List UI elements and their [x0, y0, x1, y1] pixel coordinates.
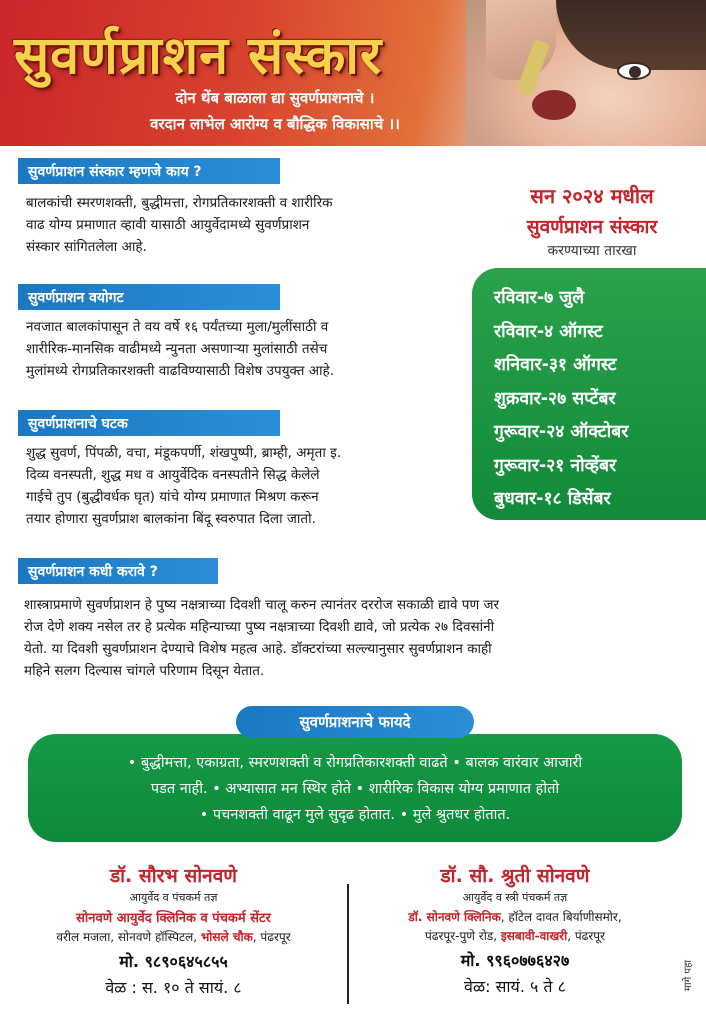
section-what-heading: सुवर्णप्राशन संस्कार म्हणजे काय ?	[18, 158, 280, 184]
doctor-phone[interactable]: मो. ९९६०७७६४२७	[460, 951, 570, 970]
address-part: , पंढरपूर	[567, 929, 606, 943]
doctor-card-1	[0, 862, 347, 998]
child-eye	[617, 62, 651, 80]
doctor-timing: वेळ: सायं. ५ ते ८	[464, 977, 566, 996]
benefit-line: • पचनशक्ती वाढून मुले सुदृढ होतात. • मुले श्रुतधर होतात.	[199, 807, 511, 823]
date-item: गुरूवार-२१ नोव्हेंबर	[494, 455, 617, 476]
section-when-line: महिने सलग दिल्यास चांगले परिणाम दिसून येतात.	[24, 663, 265, 679]
dates-list	[472, 268, 706, 520]
tagline-line-2: वरदान लाभेल आरोग्य व बौद्धिक विकासाचे ।।	[150, 115, 400, 133]
section-age-line: नवजात बालकांपासून ते वय वर्षे १६ पर्यंतच्या मुला/मुलींसाठी व	[26, 319, 329, 335]
date-item: शनिवार-३१ ऑगस्ट	[494, 355, 617, 375]
dates-caption: करण्याच्या तारखा	[547, 243, 637, 259]
section-ingredients-line: तयार होणारा सुवर्णप्राश बालकांना बिंदू स्वरुपात दिला जातो.	[26, 511, 316, 527]
benefits-heading: सुवर्णप्राशनाचे फायदे	[236, 706, 474, 738]
section-what-line: संस्कार सांगितलेला आहे.	[26, 239, 147, 255]
doctor-card-2	[349, 862, 681, 997]
address-highlight: इसबावी-वाखरी	[500, 929, 568, 943]
child-hair	[556, 0, 706, 70]
section-what-body	[26, 192, 333, 258]
clinic-line	[349, 908, 681, 925]
date-item: बुधवार-१८ डिसेंबर	[494, 489, 611, 509]
date-item: रविवार-४ ऑगस्ट	[494, 321, 603, 342]
section-when-body	[24, 594, 499, 682]
address-part: , पंढरपूर	[252, 930, 291, 944]
benefits-box	[28, 734, 682, 842]
doctor-phone[interactable]: मो. ९८९०६४५८५५	[119, 952, 228, 971]
date-item: गुरूवार-२४ ऑक्टोबर	[494, 422, 629, 442]
section-when-line: रोज देणे शक्य नसेल तर हे प्रत्येक महिन्याच्या पुष्य नक्षत्राच्या दिवशी द्यावे, जो प्रत्येक २७ दिवसांनी	[24, 619, 495, 635]
child-mouth	[532, 90, 576, 120]
tagline-line-1: दोन थेंब बाळाला द्या सुवर्णप्राशनाचे ।	[175, 89, 375, 107]
section-ingredients-line: दिव्य वनस्पती, शुद्ध मध व आयुर्वेदिक वनस्पतीने सिद्ध केलेले	[26, 467, 320, 483]
clinic-address	[0, 928, 347, 945]
section-ingredients-line: शुद्ध सुवर्ण, पिंपळी, वचा, मंडूकपर्णी, शंखपुष्पी, ब्राम्ही, अमृता इ.	[26, 445, 342, 461]
section-when-heading: सुवर्णप्राशन कधी करावे ?	[18, 558, 218, 584]
clinic-name: सोनवणे आयुर्वेद क्लिनिक व पंचकर्म सेंटर	[76, 911, 271, 926]
address-highlight: भोसले चौक	[200, 930, 253, 944]
benefit-line: • बुद्धीमत्ता, एकाग्रता, स्मरणशक्ती व रोगप्रतिकारशक्ती वाढते • बालक वारंवार आजारी	[127, 755, 583, 771]
clinic-address	[349, 927, 681, 944]
section-age-line: मुलांमध्ये रोगप्रतिकारशक्ती वाढविण्यासाठी विशेष उपयुक्त आहे.	[26, 363, 335, 379]
section-age-body	[26, 316, 334, 382]
dates-sub-title: सुवर्णप्राशन संस्कार	[526, 216, 658, 238]
date-item: रविवार-७ जुलै	[494, 288, 585, 308]
section-what-line: बालकांची स्मरणशक्ती, बुद्धीमत्ता, रोगप्रतिकारशक्ती व शारीरिक	[26, 195, 333, 211]
clinic-landmark: , हॉटेल दावत बिर्याणीसमोर,	[500, 910, 622, 924]
doctor-qualification: आयुर्वेद व स्त्री पंचकर्म तज्ञ	[462, 891, 568, 904]
clinic-name: डॉ. सोनवणे क्लिनिक	[408, 910, 501, 924]
section-ingredients-line: गाईचे तुप (बुद्धीवर्धक घृत) यांचे योग्य प्रमाणात मिश्रण करून	[26, 489, 319, 505]
section-when-line: शास्त्राप्रमाणे सुवर्णप्राशन हे पुष्य नक्षत्राच्या दिवशी चालू करुन त्यानंतर दररोज सकाळी द्यावे पण जर	[24, 597, 500, 613]
section-ingredients-heading: सुवर्णप्राशनाचे घटक	[18, 410, 280, 436]
back-note: मागे पहा	[683, 960, 694, 991]
section-ingredients-body	[26, 442, 341, 530]
doctor-qualification: आयुर्वेद व पंचकर्म तज्ञ	[129, 891, 218, 904]
doctor-timing: वेळ : स. १० ते सायं. ८	[105, 978, 242, 997]
doctor-name: डॉ. सौ. श्रुती सोनवणे	[440, 865, 590, 887]
dates-title	[478, 182, 706, 260]
doctor-name: डॉ. सौरभ सोनवणे	[109, 865, 238, 887]
dates-year-title: सन २०२४ मधील	[530, 184, 654, 208]
address-part: वरील मजला, सोनवणे हॉस्पिटल,	[56, 930, 201, 944]
date-item: शुक्रवार-२७ सप्टेंबर	[494, 388, 616, 409]
section-age-line: शारीरिक-मानसिक वाढीमध्ये न्युनता असणाऱ्या मुलांसाठी तसेच	[26, 341, 328, 357]
benefit-line: पडत नाही. • अभ्यासात मन स्थिर होते • शारीरिक विकास योग्य प्रमाणात होतो	[150, 781, 560, 797]
section-when-line: येतो. या दिवशी सुवर्णप्राशन देण्याचे विशेष महत्व आहे. डॉक्टरांच्या सल्ल्यानुसार सुवर्णप्राशन काही	[24, 641, 492, 657]
section-age-heading: सुवर्णप्राशन वयोगट	[18, 284, 280, 310]
address-part: पंढरपूर-पुणे रोड,	[424, 929, 501, 943]
section-what-line: वाढ योग्य प्रमाणात व्हावी यासाठी आयुर्वेदामध्ये सुवर्णप्राशन	[26, 217, 310, 233]
page-title: सुवर्णप्राशन संस्कार	[14, 26, 383, 86]
header-banner	[0, 0, 706, 146]
